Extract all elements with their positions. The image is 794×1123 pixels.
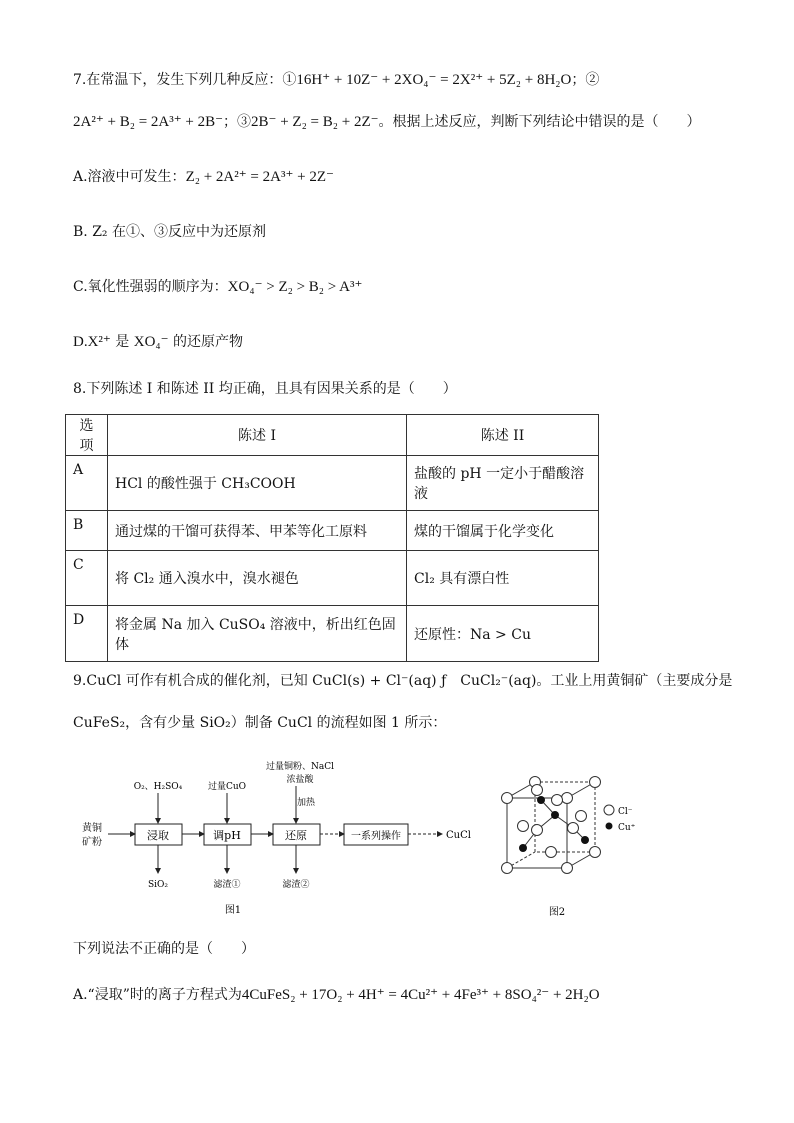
- flow-residue-3: 滤渣②: [282, 880, 310, 890]
- figure-2-caption: 图2: [548, 907, 566, 918]
- figure-1-caption: 图1: [224, 905, 242, 916]
- table-cell-statement-2: 还原性：Na > Cu: [407, 606, 599, 662]
- cl-ion: [552, 795, 563, 806]
- table-row: [66, 551, 599, 606]
- table-header-cell: 陈述 I: [108, 415, 407, 456]
- flow-residue-1: SiO₂: [147, 880, 169, 890]
- flowchart-figure: [78, 755, 478, 920]
- q8-stem: [73, 379, 457, 399]
- cl-ion: [502, 863, 513, 874]
- q7-stem-line2: [73, 112, 701, 132]
- legend-cl-marker: [604, 805, 614, 815]
- table-row: [66, 511, 599, 551]
- table-cell-option: C: [66, 551, 108, 606]
- q8-stem-text: 8.下列陈述 I 和陈述 II 均正确，且具有因果关系的是（ ）: [73, 381, 457, 397]
- cl-ion: [590, 847, 601, 858]
- cu-ion: [537, 796, 545, 804]
- cl-ion: [532, 785, 543, 796]
- cl-ion: [576, 811, 587, 822]
- q7-option-a-equation: Z₂ + 2A²⁺ = 2A³⁺ + 2Z⁻: [185, 169, 334, 185]
- q9-option-a-equation: 4CuFeS₂ + 17O₂ + 4H⁺ = 4Cu²⁺ + 4Fe³⁺ + 8SO₄²⁻ + 2H₂O: [241, 987, 600, 1003]
- q7-option-d-tail: 的还原产物: [168, 334, 244, 350]
- cl-ion: [568, 823, 579, 834]
- q7-option-d-species-2: XO₄⁻: [133, 334, 169, 350]
- q7-equation-2: 2A²⁺ + B₂ = 2A³⁺ + 2B⁻: [73, 114, 224, 130]
- table-cell-statement-2: 盐酸的 pH 一定小于醋酸溶液: [407, 456, 599, 511]
- q7-option-b-text: B. Z₂ 在①、③反应中为还原剂: [73, 224, 266, 240]
- flow-reagent-1: O₂、H₂SO₄: [133, 782, 183, 792]
- cl-ion: [562, 793, 573, 804]
- table-header-cell: 陈述 II: [407, 415, 599, 456]
- q7-option-c[interactable]: [73, 277, 362, 297]
- flow-box-reduce-label: 还原: [285, 829, 307, 842]
- legend-cl-label: Cl⁻: [618, 807, 633, 817]
- flow-input-line2: 矿粉: [82, 837, 102, 848]
- cl-ion: [562, 863, 573, 874]
- q7-option-c-equation: XO₄⁻ > Z₂ > B₂ > A³⁺: [227, 279, 363, 295]
- flow-reagent-3b: 浓盐酸: [286, 775, 314, 785]
- q7-equation-1: 16H⁺ + 10Z⁻ + 2XO₄⁻ = 2X²⁺ + 5Z₂ + 8H₂O: [296, 72, 572, 88]
- q7-option-d-is: 是: [110, 334, 134, 350]
- q7-option-c-label: C.氧化性强弱的顺序为：: [73, 279, 228, 295]
- cu-ion: [581, 836, 589, 844]
- legend-cu-label: Cu⁺: [618, 823, 636, 833]
- flow-residue-2: 滤渣①: [213, 880, 241, 890]
- table-row: [66, 456, 599, 511]
- q9-stem-line1: [73, 671, 732, 691]
- cl-ion: [546, 847, 557, 858]
- q7-option-d-species: D.X²⁺: [73, 334, 111, 350]
- flow-input-line1: 黄铜: [82, 823, 102, 834]
- q7-option-a-label: A.溶液中可发生：: [73, 169, 186, 185]
- q9-question: [73, 939, 255, 959]
- q7-separator: ；②: [571, 72, 600, 88]
- table-cell-statement-1: 将金属 Na 加入 CuSO₄ 溶液中，析出红色固体: [108, 606, 407, 662]
- table-cell-statement-1: HCl 的酸性强于 CH₃COOH: [108, 456, 407, 511]
- table-cell-statement-2: Cl₂ 具有漂白性: [407, 551, 599, 606]
- table-cell-option: A: [66, 456, 108, 511]
- crystal-figure: [495, 770, 655, 920]
- q9-question-text: 下列说法不正确的是（ ）: [73, 941, 255, 957]
- table-cell-statement-2: 煤的干馏属于化学变化: [407, 511, 599, 551]
- table-row: [66, 606, 599, 662]
- legend-cu-marker: [606, 823, 613, 830]
- cl-ion: [518, 821, 529, 832]
- q7-question-text: 。根据上述反应，判断下列结论中错误的是（ ）: [378, 114, 701, 130]
- q9-stem-text-2: CuFeS₂，含有少量 SiO₂）制备 CuCl 的流程如图 1 所示：: [73, 715, 447, 731]
- table-cell-statement-1: 通过煤的干馏可获得苯、甲苯等化工原料: [108, 511, 407, 551]
- cu-ion: [551, 811, 559, 819]
- cl-ion: [590, 777, 601, 788]
- cl-ion: [502, 793, 513, 804]
- q9-stem-text: 9.CuCl 可作有机合成的催化剂，已知 CuCl(s) + Cl⁻(aq) ƒ CuCl₂⁻(aq)。工业上用黄铜矿（主要成分是: [73, 673, 733, 689]
- table-cell-statement-1: 将 Cl₂ 通入溴水中，溴水褪色: [108, 551, 407, 606]
- cu-ion: [519, 844, 527, 852]
- q7-option-a[interactable]: [73, 167, 334, 187]
- q7-stem-text: 7.在常温下，发生下列几种反应：①: [73, 72, 297, 88]
- flow-condition-heat: 加热: [296, 798, 316, 808]
- flow-reagent-2: 过量CuO: [207, 782, 247, 792]
- q7-option-d[interactable]: [73, 332, 243, 352]
- flow-product: CuCl: [446, 830, 471, 841]
- table-cell-option: D: [66, 606, 108, 662]
- flow-box-leach-label: 浸取: [147, 829, 169, 842]
- q9-option-a[interactable]: [73, 985, 600, 1005]
- flow-reagent-3a: 过量铜粉、NaCl: [265, 762, 335, 772]
- table-cell-option: B: [66, 511, 108, 551]
- cl-ion: [532, 825, 543, 836]
- table-header-cell: 选项: [66, 415, 108, 456]
- q9-option-a-label: A.“浸取”时的离子方程式为: [73, 987, 242, 1003]
- q9-stem-line2: [73, 713, 446, 733]
- flow-box-adjust-ph-label: 调pH: [213, 829, 241, 842]
- flow-box-operations-label: 一系列操作: [351, 831, 401, 842]
- table-header-row: [66, 415, 599, 456]
- q8-table: [65, 414, 599, 662]
- q7-separator-2: ；③: [223, 114, 252, 130]
- q7-equation-3: 2B⁻ + Z₂ = B₂ + 2Z⁻: [251, 114, 379, 130]
- q7-stem-line1: [73, 70, 599, 90]
- q7-option-b[interactable]: [73, 222, 266, 242]
